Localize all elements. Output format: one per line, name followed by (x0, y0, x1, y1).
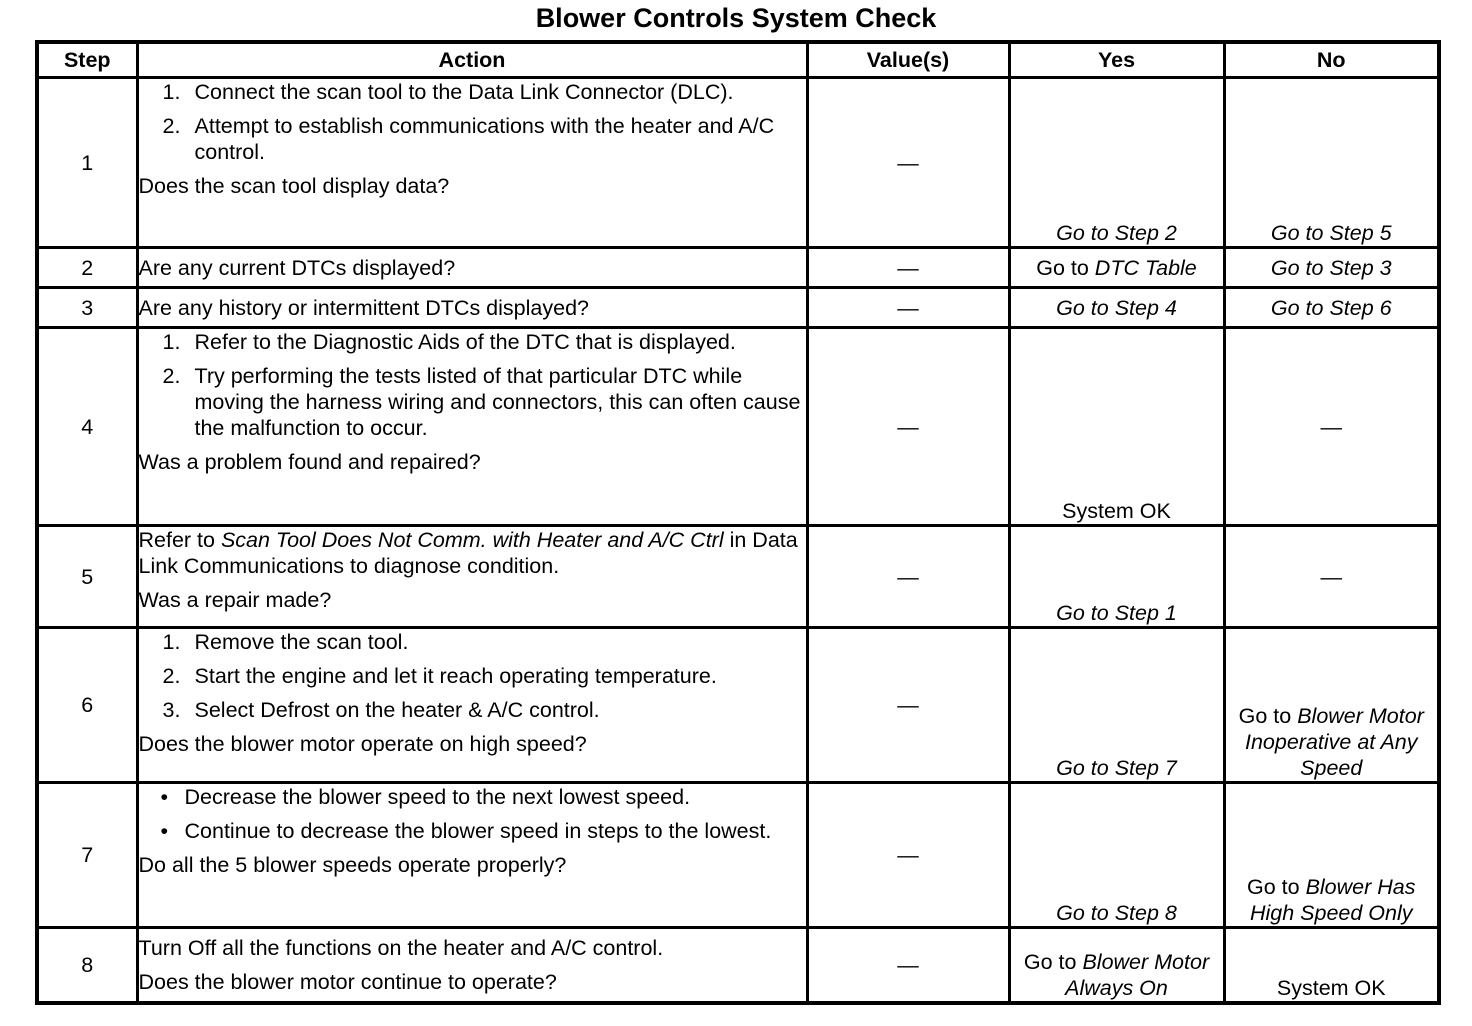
header-yes: Yes (1009, 42, 1224, 78)
list-item: 1. Refer to the Diagnostic Aids of the DTC that is displayed. (162, 330, 736, 355)
action-question: Does the scan tool display data? (138, 174, 450, 198)
yes-cell: System OK (1009, 328, 1224, 526)
action-question: Do all the 5 blower speeds operate properly? (138, 853, 567, 878)
yes-link[interactable]: Go to Step 2 (1056, 221, 1177, 246)
no-link[interactable]: Go to Step 6 (1270, 295, 1392, 320)
action-list (139, 784, 806, 844)
header-action: Action (137, 42, 807, 78)
no-cell: Go to Blower Has High Speed Only (1224, 783, 1439, 928)
step-number: 1 (37, 78, 137, 248)
header-step: Step (37, 42, 137, 78)
table-row-step-4 (37, 328, 1439, 526)
action-cell (137, 783, 807, 928)
header-values: Value(s) (807, 42, 1009, 78)
yes-cell (1009, 783, 1224, 928)
yes-cell (1009, 288, 1224, 328)
no-cell (1224, 78, 1439, 248)
action-cell (137, 248, 807, 288)
list-item: • Decrease the blower speed to the next lowest speed. (160, 785, 691, 810)
yes-cell: Go to Blower Motor Always On (1009, 928, 1224, 1003)
table-row-step-1 (37, 78, 1439, 248)
value-cell: — (807, 328, 1009, 526)
yes-link[interactable]: Go to Step 7 (1056, 756, 1177, 781)
yes-link[interactable]: Blower Motor Always On (1065, 950, 1210, 1000)
no-link[interactable]: Go to Step 3 (1270, 255, 1392, 280)
yes-cell: Go to DTC Table (1009, 248, 1224, 288)
action-question: Was a problem found and repaired? (138, 450, 481, 475)
yes-link[interactable]: Go to Step 8 (1056, 901, 1177, 926)
no-cell (1224, 288, 1439, 328)
table-row-step-3 (37, 288, 1439, 328)
no-cell: System OK (1224, 928, 1439, 1003)
action-list (139, 79, 806, 165)
action-cell (137, 288, 807, 328)
no-cell: Go to Blower Motor Inoperative at Any Speed (1224, 628, 1439, 783)
table-row-step-2 (37, 248, 1439, 288)
step-number: 2 (37, 248, 137, 288)
action-list (139, 629, 806, 723)
yes-cell (1009, 526, 1224, 628)
step-number: 8 (37, 928, 137, 1003)
header-row (37, 42, 1439, 78)
no-cell: — (1224, 526, 1439, 628)
page-title: Blower Controls System Check (535, 3, 937, 33)
action-cell (137, 328, 807, 526)
value-cell: — (807, 783, 1009, 928)
value-cell: — (807, 288, 1009, 328)
action-list (139, 329, 806, 441)
table-row-step-7 (37, 783, 1439, 928)
list-item: 2. Try performing the tests listed of that particular DTC while moving the harness wiring and connectors, this can often cause the malfunction to occur. (162, 364, 801, 441)
no-cell: — (1224, 328, 1439, 526)
list-item: 3. Select Defrost on the heater & A/C control. (162, 698, 600, 723)
value-cell: — (807, 248, 1009, 288)
yes-link[interactable]: DTC Table (1094, 255, 1197, 280)
list-item: 2. Start the engine and let it reach operating temperature. (162, 664, 717, 689)
action-paragraph: Turn Off all the functions on the heater and A/C control. (138, 936, 664, 961)
value-cell: — (807, 628, 1009, 783)
action-question: Does the blower motor continue to operate? (138, 970, 557, 995)
yes-link[interactable]: Go to Step 1 (1056, 601, 1177, 626)
action-paragraph: Refer to Scan Tool Does Not Comm. with Heater and A/C Ctrl in Data Link Communications to diagnose condition. (138, 528, 798, 579)
step-number: 3 (37, 288, 137, 328)
action-question: Are any history or intermittent DTCs displayed? (138, 295, 589, 320)
no-link[interactable]: Blower Motor Inoperative at Any Speed (1244, 704, 1424, 781)
action-question: Was a repair made? (138, 588, 332, 613)
yes-link[interactable]: Go to Step 4 (1056, 295, 1177, 320)
table-row-step-5 (37, 526, 1439, 628)
list-item: • Continue to decrease the blower speed in steps to the lowest. (160, 819, 772, 844)
step-number: 6 (37, 628, 137, 783)
action-cell (137, 526, 807, 628)
value-cell: — (807, 526, 1009, 628)
step-number: 4 (37, 328, 137, 526)
step-number: 7 (37, 783, 137, 928)
no-link[interactable]: Go to Step 5 (1270, 221, 1392, 246)
no-link[interactable]: Blower Has High Speed Only (1249, 875, 1416, 926)
yes-cell (1009, 628, 1224, 783)
value-cell: — (807, 928, 1009, 1003)
system-check-table (35, 40, 1441, 1005)
table-row-step-6 (37, 628, 1439, 783)
action-cell (137, 628, 807, 783)
no-cell (1224, 248, 1439, 288)
value-cell: — (807, 78, 1009, 248)
table-row-step-8 (37, 928, 1439, 1003)
list-item: 1. Remove the scan tool. (162, 630, 409, 655)
list-item: 2. Attempt to establish communications with the heater and A/C control. (162, 114, 775, 164)
procedure-link[interactable]: Scan Tool Does Not Comm. with Heater and A/C Ctrl (220, 528, 724, 553)
yes-cell (1009, 78, 1224, 248)
action-cell (137, 928, 807, 1003)
action-question: Does the blower motor operate on high speed? (138, 732, 587, 757)
step-number: 5 (37, 526, 137, 628)
action-cell (137, 78, 807, 248)
list-item: 1. Connect the scan tool to the Data Link Connector (DLC). (162, 80, 734, 104)
header-no: No (1224, 42, 1439, 78)
action-question: Are any current DTCs displayed? (138, 255, 456, 280)
